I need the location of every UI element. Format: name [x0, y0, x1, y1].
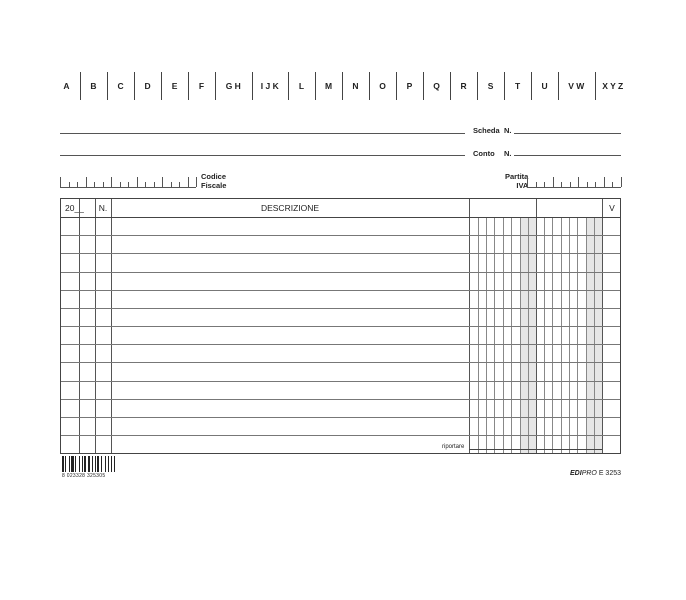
index-letter: E — [171, 81, 178, 91]
barcode-bar — [82, 456, 83, 472]
tick-mark — [69, 182, 70, 187]
index-letter: M — [324, 81, 333, 91]
conto-number-label: N. — [504, 149, 512, 158]
tick-mark — [196, 177, 197, 187]
table-row-line — [61, 272, 620, 273]
barcode-bar — [105, 456, 106, 472]
index-letter: R — [460, 81, 467, 91]
barcode-bar — [97, 456, 99, 472]
barcode-bar — [95, 456, 96, 472]
partita-label-line1: Partita — [505, 172, 529, 181]
table-row-line — [61, 290, 620, 291]
col-header-description: DESCRIZIONE — [260, 203, 320, 213]
index-letter: I J K — [260, 81, 279, 91]
alphabet-index — [53, 72, 631, 100]
index-letter: B — [90, 81, 97, 91]
brand-mark — [570, 470, 621, 477]
tick-mark — [536, 182, 537, 187]
brand-pro: PRO — [581, 470, 597, 477]
barcode-digits: 8 023328 325305 — [62, 473, 106, 479]
tick-mark — [60, 177, 61, 187]
tick-mark — [94, 182, 95, 187]
tick-mark — [171, 182, 172, 187]
table-row-line — [61, 362, 620, 363]
index-letter: C — [117, 81, 124, 91]
tick-mark — [578, 177, 579, 187]
col-header-v: V — [609, 203, 615, 213]
tick-mark — [111, 177, 112, 187]
scheda-number-field[interactable] — [514, 133, 621, 134]
barcode-bar — [84, 456, 86, 472]
conto-line — [60, 155, 465, 156]
tick-mark — [595, 182, 596, 187]
table-row-line — [61, 417, 620, 418]
table-row-line — [61, 253, 620, 254]
index-letter: G H — [225, 81, 241, 91]
index-letter: L — [298, 81, 305, 91]
codice-fiscale-label — [201, 172, 226, 190]
tick-mark — [621, 177, 622, 187]
barcode-bar — [114, 456, 115, 472]
tick-mark — [604, 177, 605, 187]
col-header-year: 20__ — [65, 203, 84, 213]
tick-mark — [612, 182, 613, 187]
barcode-bar — [101, 456, 102, 472]
index-letter: V W — [568, 81, 585, 91]
table-row-line — [61, 435, 620, 436]
tick-mark — [103, 182, 104, 187]
index-letter: T — [514, 81, 521, 91]
barcode-bar — [92, 456, 93, 472]
tick-mark — [179, 182, 180, 187]
tick-mark — [137, 177, 138, 187]
tick-mark — [77, 182, 78, 187]
brand-edi: EDI — [570, 470, 582, 477]
table-row-line — [61, 399, 620, 400]
tick-mark — [86, 177, 87, 187]
barcode-bar — [111, 456, 113, 472]
table-row-line — [61, 381, 620, 382]
tick-mark — [570, 182, 571, 187]
carry-forward-label: riportare — [442, 444, 465, 450]
index-letter: F — [198, 81, 205, 91]
tick-mark — [154, 182, 155, 187]
table-row-line — [61, 235, 620, 236]
table-row-line — [61, 326, 620, 327]
partita-iva-label — [505, 172, 528, 190]
barcode-bar — [65, 456, 66, 472]
tick-mark — [128, 182, 129, 187]
barcode-bar — [88, 456, 91, 472]
barcode-bar — [62, 456, 64, 472]
tick-mark — [527, 177, 528, 187]
tick-mark — [188, 177, 189, 187]
total-row-line — [469, 449, 602, 450]
index-letter: X Y Z — [602, 81, 624, 91]
tick-mark — [587, 182, 588, 187]
product-code: E 3253 — [598, 470, 621, 477]
tick-mark — [120, 182, 121, 187]
partita-iva-field[interactable] — [527, 177, 621, 188]
tick-mark — [553, 177, 554, 187]
conto-number-field[interactable] — [514, 155, 621, 156]
header-rule — [61, 217, 620, 218]
table-row-line — [61, 344, 620, 345]
tick-mark — [162, 177, 163, 187]
tick-mark — [544, 182, 545, 187]
col-header-number: N. — [98, 203, 108, 213]
index-letter: N — [352, 81, 359, 91]
scheda-number-label: N. — [504, 126, 512, 135]
codice-label-line2: Fiscale — [201, 181, 227, 190]
codice-label-line1: Codice — [201, 172, 227, 181]
barcode-bar — [69, 456, 70, 472]
scheda-line — [60, 133, 465, 134]
index-letter: A — [63, 81, 70, 91]
index-letter: D — [144, 81, 151, 91]
conto-label: Conto — [473, 149, 495, 158]
ledger-table — [60, 198, 621, 454]
index-letter: O — [379, 81, 386, 91]
barcode-bar — [75, 456, 76, 472]
index-letter: S — [487, 81, 494, 91]
index-letter: Q — [433, 81, 440, 91]
scheda-label: Scheda — [473, 126, 500, 135]
tick-mark — [561, 182, 562, 187]
table-row-line — [61, 308, 620, 309]
index-letter: P — [406, 81, 413, 91]
partita-label-line2: IVA — [516, 181, 529, 190]
codice-fiscale-field[interactable] — [60, 177, 196, 188]
barcode-bar — [108, 456, 109, 472]
index-letter: U — [541, 81, 548, 91]
tick-mark — [145, 182, 146, 187]
barcode-bar — [79, 456, 81, 472]
barcode-bar — [71, 456, 74, 472]
